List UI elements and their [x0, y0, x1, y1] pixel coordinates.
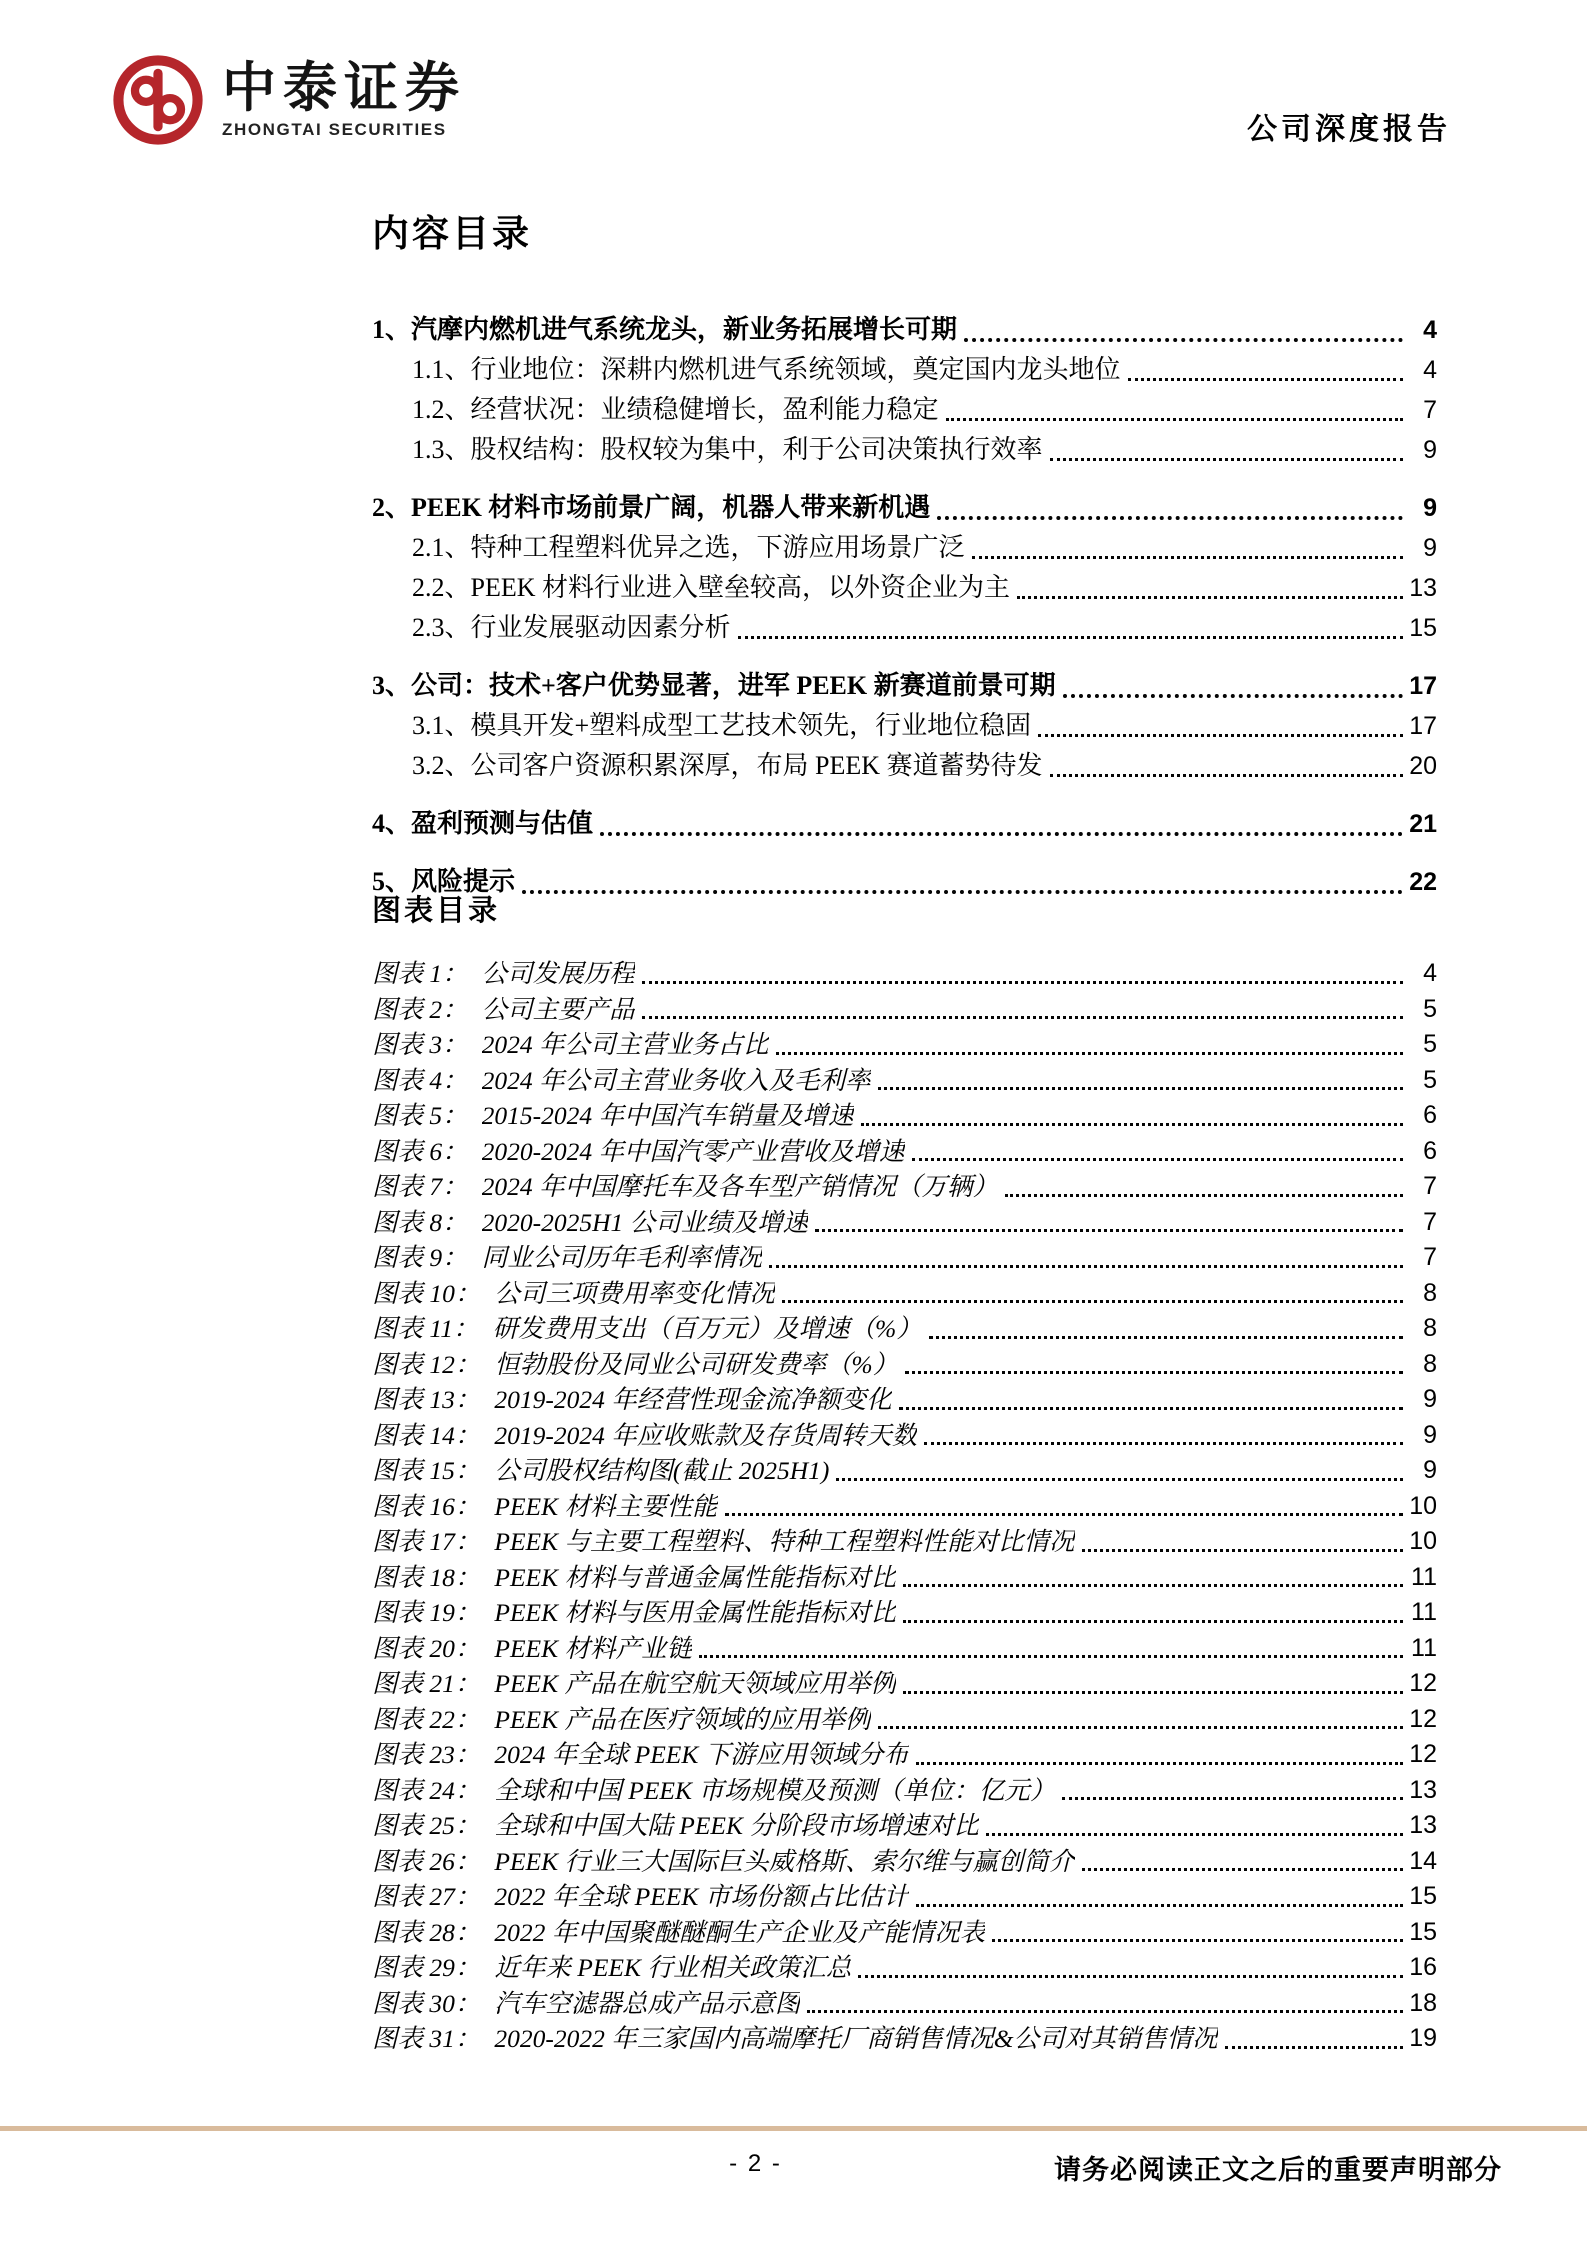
toc-entry-page[interactable]: 13	[1409, 574, 1437, 602]
figure-entry[interactable]	[372, 956, 1437, 992]
figure-entry-number[interactable]: 图表 10：	[372, 1278, 481, 1308]
figure-entry-page[interactable]: 15	[1409, 1882, 1437, 1910]
figure-entry-title[interactable]: 公司发展历程	[481, 959, 635, 988]
figure-entry-number[interactable]: 图表 13：	[372, 1385, 481, 1414]
figure-entry-title[interactable]: PEEK 产品在航空航天领域应用举例	[494, 1669, 897, 1698]
dot-leader	[903, 1584, 1403, 1587]
figure-entry[interactable]	[372, 1773, 1437, 1809]
figure-entry-page[interactable]: 6	[1423, 1136, 1437, 1165]
toc-entry-label[interactable]: 5、风险提示	[372, 867, 516, 896]
dot-leader	[1005, 1194, 1403, 1197]
figure-entry[interactable]	[372, 1915, 1437, 1951]
dot-leader	[972, 556, 1403, 559]
figure-entry-title[interactable]: 2024 年全球 PEEK 下游应用领域分布	[494, 1740, 909, 1769]
figure-entry-number[interactable]: 图表 9：	[372, 1243, 468, 1272]
figure-entry-page[interactable]: 18	[1409, 1988, 1437, 2017]
dot-leader	[899, 1407, 1403, 1410]
dot-leader	[836, 1478, 1403, 1481]
toc-entry[interactable]	[372, 528, 1437, 568]
figure-entry-page[interactable]: 7	[1423, 1172, 1437, 1200]
figure-entry-title[interactable]: 2020-2022 年三家国内高端摩托厂商销售情况&公司对其销售情况	[494, 2024, 1218, 2053]
figure-entry[interactable]	[372, 1205, 1437, 1241]
figure-entry-page[interactable]: 19	[1409, 2024, 1437, 2052]
dot-leader	[1050, 458, 1403, 461]
figure-list-title: 图表目录	[372, 895, 501, 927]
toc-entry-page[interactable]: 4	[1423, 356, 1437, 384]
figure-entry[interactable]	[372, 1489, 1437, 1525]
dot-leader	[1038, 734, 1403, 737]
figure-entry-number[interactable]: 图表 14：	[372, 1420, 481, 1450]
figure-entry-page[interactable]: 5	[1423, 1030, 1437, 1058]
toc-entry[interactable]	[372, 862, 1437, 902]
dot-leader	[1063, 694, 1403, 698]
figure-entry-number[interactable]: 图表 30：	[372, 1988, 481, 2018]
figure-entry-page[interactable]: 7	[1423, 1243, 1437, 1271]
figure-entry-page[interactable]: 9	[1423, 1456, 1437, 1484]
toc-entry[interactable]	[372, 390, 1437, 430]
figure-entry[interactable]	[372, 1240, 1437, 1276]
toc-entry-label[interactable]: 3.2、公司客户资源积累深厚，布局 PEEK 赛道蓄势待发	[412, 751, 1043, 780]
toc-entry-label[interactable]: 1.2、经营状况：业绩稳健增长，盈利能力稳定	[412, 395, 939, 424]
figure-entry[interactable]	[372, 1808, 1437, 1844]
figure-entry-page[interactable]: 14	[1409, 1846, 1437, 1875]
toc-entry-page[interactable]: 17	[1409, 672, 1437, 700]
figure-entry[interactable]	[372, 1169, 1437, 1205]
figure-entry-title[interactable]: PEEK 材料产业链	[494, 1633, 693, 1663]
figure-entry-page[interactable]: 15	[1409, 1917, 1437, 1946]
dot-leader	[903, 1620, 1403, 1623]
dot-leader	[929, 1336, 1403, 1339]
figure-entry[interactable]	[372, 1702, 1437, 1738]
figure-entry-number[interactable]: 图表 27：	[372, 1882, 481, 1911]
report-type-label: 公司深度报告	[1247, 113, 1451, 146]
contents-title: 内容目录	[372, 214, 532, 255]
figure-entry-number[interactable]: 图表 7：	[372, 1172, 468, 1201]
figure-entry-number[interactable]: 图表 25：	[372, 1811, 481, 1840]
toc-entry-page[interactable]: 17	[1409, 712, 1437, 740]
figure-entry-title[interactable]: PEEK 材料与普通金属性能指标对比	[494, 1562, 897, 1592]
toc-entry[interactable]	[372, 310, 1437, 350]
toc-entry[interactable]	[372, 488, 1437, 528]
figure-entry[interactable]	[372, 1347, 1437, 1383]
figure-entry[interactable]	[372, 2021, 1437, 2057]
dot-leader	[769, 1265, 1403, 1268]
figure-entry-title[interactable]: 2015-2024 年中国汽车销量及增速	[481, 1101, 854, 1130]
figure-entry-title[interactable]: 2022 年中国聚醚醚酮生产企业及产能情况表	[494, 1917, 986, 1947]
figure-entry-number[interactable]: 图表 2：	[372, 994, 468, 1024]
dot-leader	[699, 1655, 1403, 1658]
figure-entry-number[interactable]: 图表 26：	[372, 1846, 481, 1876]
figure-entry-page[interactable]: 11	[1411, 1562, 1437, 1591]
toc-entry-label[interactable]: 3、公司：技术+客户优势显著，进军 PEEK 新赛道前景可期	[372, 671, 1056, 700]
dot-leader	[642, 1016, 1403, 1019]
figure-entry[interactable]	[372, 1560, 1437, 1596]
figure-entry-page[interactable]: 9	[1423, 1385, 1437, 1413]
figure-entry-number[interactable]: 图表 11：	[372, 1314, 479, 1343]
toc-entry[interactable]	[372, 804, 1437, 844]
dot-leader	[924, 1442, 1403, 1445]
figure-entry-title[interactable]: PEEK 产品在医疗领域的应用举例	[494, 1704, 871, 1734]
figure-entry-page[interactable]: 12	[1409, 1669, 1437, 1697]
figure-entry-number[interactable]: 图表 20：	[372, 1633, 481, 1663]
figure-entry-number[interactable]: 图表 21：	[372, 1669, 481, 1698]
toc-entry-page[interactable]: 9	[1423, 534, 1437, 562]
toc-entry-page[interactable]: 9	[1423, 494, 1437, 522]
figure-entry-page[interactable]: 13	[1409, 1775, 1437, 1804]
figure-entry-page[interactable]: 11	[1411, 1598, 1437, 1626]
figure-entry-title[interactable]: 公司主要产品	[481, 994, 635, 1024]
figure-entry-page[interactable]: 9	[1423, 1420, 1437, 1449]
figure-entry-title[interactable]: 2024 年公司主营业务占比	[481, 1030, 769, 1059]
figure-entry[interactable]	[372, 1844, 1437, 1880]
dot-leader	[992, 1939, 1403, 1942]
figure-entry-title[interactable]: 恒勃股份及同业公司研发费率（%）	[494, 1349, 899, 1379]
figure-entry-title[interactable]: PEEK 材料与医用金属性能指标对比	[494, 1598, 897, 1627]
figure-entry-page[interactable]: 5	[1423, 1065, 1437, 1094]
figure-entry-page[interactable]: 8	[1423, 1314, 1437, 1342]
footer-page-number: - 2 -	[729, 2150, 782, 2177]
figure-entry[interactable]	[372, 1666, 1437, 1702]
toc-entry-label[interactable]: 1.1、行业地位：深耕内燃机进气系统领域，奠定国内龙头地位	[412, 355, 1121, 384]
dot-leader	[807, 2010, 1403, 2013]
dot-leader	[878, 1087, 1403, 1090]
toc-entry-page[interactable]: 9	[1423, 436, 1437, 464]
figure-entry-title[interactable]: PEEK 材料主要性能	[494, 1491, 718, 1521]
figure-entry[interactable]	[372, 992, 1437, 1028]
toc-entry-page[interactable]: 4	[1423, 316, 1437, 344]
figure-entry-number[interactable]: 图表 28：	[372, 1917, 481, 1947]
dot-leader	[1082, 1868, 1403, 1871]
dot-leader	[986, 1833, 1403, 1836]
toc-entry-page[interactable]: 15	[1409, 614, 1437, 642]
figure-entry-page[interactable]: 5	[1423, 994, 1437, 1023]
toc-entry[interactable]	[372, 706, 1437, 746]
figure-entry-title[interactable]: 2024 年公司主营业务收入及毛利率	[481, 1065, 871, 1095]
figure-entry[interactable]	[372, 1737, 1437, 1773]
zhongtai-logo-icon	[112, 54, 204, 146]
toc-entry-label[interactable]: 1、汽摩内燃机进气系统龙头，新业务拓展增长可期	[372, 315, 958, 344]
dot-leader	[1017, 596, 1403, 599]
figure-entry[interactable]	[372, 1418, 1437, 1454]
figure-entry-title[interactable]: 2024 年中国摩托车及各车型产销情况（万辆）	[481, 1172, 999, 1201]
figure-entry[interactable]	[372, 1134, 1437, 1170]
figure-entry-number[interactable]: 图表 4：	[372, 1065, 468, 1095]
toc-entry[interactable]	[372, 568, 1437, 608]
figure-entry-title[interactable]: 2019-2024 年应收账款及存货周转天数	[494, 1420, 918, 1450]
figure-entry-title[interactable]: PEEK 行业三大国际巨头威格斯、索尔维与赢创简介	[494, 1846, 1075, 1876]
figure-entry-page[interactable]: 6	[1423, 1101, 1437, 1129]
figure-entry-number[interactable]: 图表 18：	[372, 1562, 481, 1592]
toc-entry-page[interactable]: 7	[1423, 396, 1437, 424]
dot-leader	[725, 1513, 1403, 1516]
brand-name-en: ZHONGTAI SECURITIES	[222, 119, 447, 139]
brand-name-cn: 中泰证券	[222, 58, 466, 118]
header	[112, 40, 1459, 150]
figure-entry-page[interactable]: 12	[1409, 1740, 1437, 1768]
dot-leader	[905, 1371, 1403, 1374]
dot-leader	[916, 1904, 1403, 1907]
figure-entry-title[interactable]: 2020-2025H1 公司业绩及增速	[481, 1207, 809, 1237]
toc-entry-label[interactable]: 4、盈利预测与估值	[372, 809, 594, 838]
figure-entry-title[interactable]: 研发费用支出（百万元）及增速（%）	[492, 1314, 922, 1343]
toc-entry-label[interactable]: 2、PEEK 材料市场前景广阔，机器人带来新机遇	[372, 493, 931, 522]
footer-divider	[0, 2126, 1587, 2131]
figure-entry-title[interactable]: 2019-2024 年经营性现金流净额变化	[494, 1385, 892, 1414]
figure-entry-title[interactable]: 全球和中国 PEEK 市场规模及预测（单位：亿元）	[494, 1775, 1056, 1805]
dot-leader	[912, 1158, 1403, 1161]
dot-leader	[861, 1123, 1403, 1126]
figure-entry-number[interactable]: 图表 29：	[372, 1953, 481, 1982]
dot-leader	[858, 1975, 1403, 1978]
toc-entry[interactable]	[372, 746, 1437, 786]
figure-entry-title[interactable]: 公司三项费用率变化情况	[494, 1278, 775, 1308]
figure-entry-number[interactable]: 图表 5：	[372, 1101, 468, 1130]
figure-entry-page[interactable]: 10	[1409, 1527, 1437, 1555]
figure-entry-title[interactable]: 全球和中国大陆 PEEK 分阶段市场增速对比	[494, 1811, 979, 1840]
toc-entry[interactable]	[372, 666, 1437, 706]
toc-entry[interactable]	[372, 350, 1437, 390]
toc-entry-label[interactable]: 2.2、PEEK 材料行业进入壁垒较高，以外资企业为主	[412, 573, 1011, 602]
figure-entry-number[interactable]: 图表 23：	[372, 1740, 481, 1769]
figure-entry-page[interactable]: 13	[1409, 1811, 1437, 1839]
figure-entry-number[interactable]: 图表 22：	[372, 1704, 481, 1734]
figure-entry-page[interactable]: 10	[1409, 1491, 1437, 1520]
figure-entry-number[interactable]: 图表 17：	[372, 1527, 481, 1556]
figure-entry[interactable]	[372, 1027, 1437, 1063]
dot-leader	[782, 1300, 1403, 1303]
figure-entry-number[interactable]: 图表 24：	[372, 1775, 481, 1805]
figure-entry-page[interactable]: 8	[1423, 1278, 1437, 1307]
figure-entry[interactable]	[372, 1631, 1437, 1667]
figure-list	[372, 956, 1437, 2057]
figure-entry[interactable]	[372, 1950, 1437, 1986]
toc-entry-page[interactable]: 22	[1409, 868, 1437, 896]
dot-leader	[903, 1691, 1403, 1694]
figure-entry-title[interactable]: PEEK 与主要工程塑料、特种工程塑料性能对比情况	[494, 1527, 1075, 1556]
figure-entry[interactable]	[372, 1311, 1437, 1347]
figure-entry-number[interactable]: 图表 3：	[372, 1030, 468, 1059]
dot-leader	[522, 890, 1403, 894]
dot-leader	[642, 981, 1403, 984]
toc-entry-label[interactable]: 2.3、行业发展驱动因素分析	[412, 613, 731, 642]
figure-entry-title[interactable]: 汽车空滤器总成产品示意图	[494, 1988, 801, 2018]
toc-entry-page[interactable]: 20	[1409, 752, 1437, 780]
dot-leader	[937, 516, 1403, 520]
figure-entry-title[interactable]: 同业公司历年毛利率情况	[481, 1243, 763, 1272]
figure-entry[interactable]	[372, 1595, 1437, 1631]
figure-entry-number[interactable]: 图表 15：	[372, 1456, 481, 1485]
contents-list	[372, 292, 1437, 902]
dot-leader	[1082, 1549, 1403, 1552]
dot-leader	[1062, 1797, 1403, 1800]
figure-entry-page[interactable]: 8	[1423, 1349, 1437, 1378]
dot-leader	[1128, 378, 1403, 381]
footer	[85, 2150, 1502, 2194]
figure-entry[interactable]	[372, 1276, 1437, 1312]
toc-entry-label[interactable]: 3.1、模具开发+塑料成型工艺技术领先，行业地位稳固	[412, 711, 1032, 740]
toc-entry[interactable]	[372, 608, 1437, 648]
figure-entry[interactable]	[372, 1879, 1437, 1915]
figure-entry-number[interactable]: 图表 1：	[372, 959, 468, 988]
toc-entry-label[interactable]: 1.3、股权结构：股权较为集中，利于公司决策执行效率	[412, 435, 1043, 464]
figure-entry-page[interactable]: 11	[1411, 1633, 1437, 1662]
dot-leader	[878, 1726, 1403, 1729]
dot-leader	[964, 338, 1403, 342]
figure-entry-number[interactable]: 图表 12：	[372, 1349, 481, 1379]
figure-entry[interactable]	[372, 1382, 1437, 1418]
figure-entry[interactable]	[372, 1986, 1437, 2022]
figure-entry-number[interactable]: 图表 16：	[372, 1491, 481, 1521]
dot-leader	[815, 1229, 1403, 1232]
figure-entry[interactable]	[372, 1098, 1437, 1134]
figure-entry[interactable]	[372, 1524, 1437, 1560]
dot-leader	[1225, 2046, 1403, 2049]
figure-entry-title[interactable]: 近年来 PEEK 行业相关政策汇总	[494, 1953, 852, 1982]
figure-entry-number[interactable]: 图表 8：	[372, 1207, 468, 1237]
footer-disclaimer: 请务必阅读正文之后的重要声明部分	[1054, 2155, 1502, 2185]
figure-entry-title[interactable]: 2022 年全球 PEEK 市场份额占比估计	[494, 1882, 909, 1911]
brand-text	[222, 60, 466, 140]
figure-entry-page[interactable]: 7	[1423, 1207, 1437, 1236]
toc-entry[interactable]	[372, 430, 1437, 470]
figure-entry[interactable]	[372, 1063, 1437, 1099]
figure-entry-page[interactable]: 12	[1409, 1704, 1437, 1733]
toc-entry-page[interactable]: 21	[1409, 810, 1437, 838]
figure-entry-title[interactable]: 公司股权结构图(截止 2025H1)	[494, 1456, 830, 1485]
figure-entry-page[interactable]: 4	[1423, 959, 1437, 987]
figure-entry-number[interactable]: 图表 6：	[372, 1136, 468, 1166]
dot-leader	[776, 1052, 1403, 1055]
figure-entry-number[interactable]: 图表 19：	[372, 1598, 481, 1627]
dot-leader	[600, 832, 1403, 836]
figure-entry-number[interactable]: 图表 31：	[372, 2024, 481, 2053]
dot-leader	[738, 636, 1403, 639]
dot-leader	[916, 1762, 1403, 1765]
figure-entry-title[interactable]: 2020-2024 年中国汽零产业营收及增速	[481, 1136, 905, 1166]
dot-leader	[946, 418, 1403, 421]
figure-entry[interactable]	[372, 1453, 1437, 1489]
figure-entry-page[interactable]: 16	[1409, 1953, 1437, 1981]
toc-entry-label[interactable]: 2.1、特种工程塑料优异之选，下游应用场景广泛	[412, 533, 965, 562]
dot-leader	[1050, 774, 1403, 777]
